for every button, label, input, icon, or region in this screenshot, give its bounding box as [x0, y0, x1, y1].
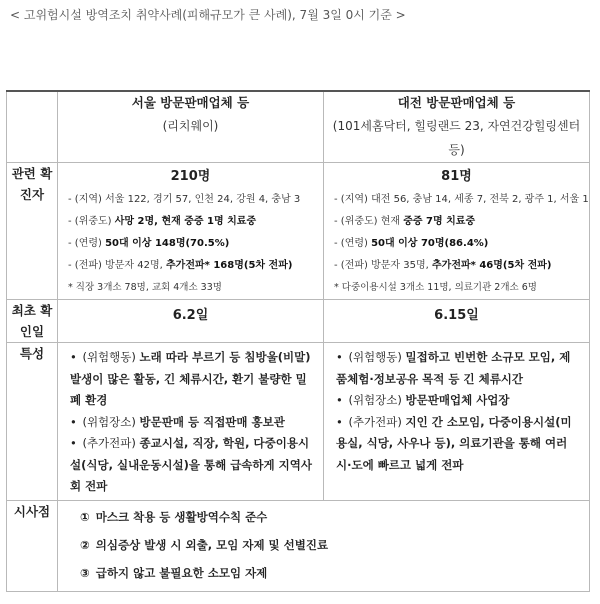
- daejeon-name: 대전 방문판매업체 등: [397, 95, 516, 110]
- circled-number: ③: [80, 565, 90, 580]
- bullet-icon: •: [336, 350, 343, 364]
- label-implications: 시사점: [7, 500, 58, 591]
- daejeon-severity-prefix: - (위중도) 현재: [334, 216, 404, 227]
- daejeon-f3-prefix: (추가전파): [344, 414, 406, 429]
- seoul-f1-text: 노래 따라 부르기 등 침방울(비말) 발생이 많은 활동, 긴 체류시간, 환기 불량한 밀폐 환경: [70, 350, 311, 407]
- implications-cell: [58, 500, 590, 591]
- daejeon-date-cell: [324, 300, 590, 343]
- seoul-sub: (리치웨이): [162, 119, 219, 133]
- daejeon-f1-prefix: (위험행동): [344, 350, 406, 364]
- seoul-age: [58, 233, 323, 255]
- seoul-date-cell: [58, 300, 324, 343]
- seoul-f2-text: 방문판매 등 직접판매 홍보관: [139, 414, 285, 429]
- seoul-feature-place: [70, 412, 315, 434]
- bullet-icon: •: [70, 436, 77, 450]
- label-first-date: 최초 확인일: [7, 300, 58, 343]
- daejeon-confirmed-cell: [324, 163, 590, 300]
- seoul-feature-behavior: [70, 347, 315, 412]
- features-row: [7, 343, 590, 501]
- seoul-total: 210명: [170, 169, 211, 184]
- bullet-icon: •: [70, 350, 77, 364]
- implication-item: [80, 503, 581, 531]
- implication-text: 마스크 착용 등 생활방역수칙 준수: [95, 509, 268, 524]
- seoul-f3-text: 종교시설, 직장, 학원, 다중이용시설(식당, 실내운동시설)을 통해 급속하게 지역사회 전파: [70, 436, 312, 493]
- implications-list: [58, 501, 589, 589]
- table-caption: < 고위험시설 방역조치 취약사례(피해규모가 큰 사례), 7월 3일 0시 기준 >: [10, 8, 406, 22]
- daejeon-f3-text: 지인 간 소모임, 다중이용시설(미용실, 식당, 사우나 등), 의료기관을 통해 여러 시·도에 빠르고 넓게 전파: [336, 414, 572, 472]
- daejeon-features: [324, 343, 589, 478]
- daejeon-f1-text: 밀접하고 빈번한 소규모 모임, 제품체험·정보공유 목적 등 긴 체류시간: [336, 350, 571, 386]
- implication-item: [80, 559, 581, 587]
- corner-cell: [7, 91, 58, 163]
- seoul-severity-prefix: - (위중도): [68, 216, 115, 227]
- seoul-first-date: 6.2일: [172, 308, 209, 323]
- daejeon-severity: [324, 211, 589, 233]
- first-date-row: [7, 300, 590, 343]
- seoul-spread: [58, 255, 323, 277]
- seoul-features: [58, 343, 323, 500]
- seoul-header: [58, 91, 324, 163]
- daejeon-f2-text: 방문판매업체 사업장: [405, 393, 510, 407]
- daejeon-age-prefix: - (연령): [334, 238, 372, 249]
- circled-number: ②: [80, 537, 90, 552]
- seoul-age-prefix: - (연령): [68, 238, 106, 249]
- seoul-spread-prefix: - (전파) 방문자 42명,: [68, 260, 166, 271]
- header-row: [7, 91, 590, 163]
- case-table: [6, 90, 590, 592]
- seoul-spread-value: 추가전파* 168명(5차 전파): [166, 260, 293, 271]
- implication-text: 급하지 않고 불필요한 소모임 자제: [95, 565, 268, 580]
- daejeon-feature-spread: [336, 412, 581, 477]
- daejeon-f2-prefix: (위험장소): [344, 393, 406, 407]
- seoul-confirmed-cell: [58, 163, 324, 300]
- daejeon-region: - (지역) 대전 56, 충남 14, 세종 7, 전북 2, 광주 1, 서울 1: [334, 194, 589, 205]
- label-features: 특성: [7, 343, 58, 501]
- implications-row: [7, 500, 590, 591]
- seoul-age-value: 50대 이상 148명(70.5%): [105, 238, 230, 249]
- seoul-note: * 직장 3개소 78명, 교회 4개소 33명: [68, 282, 222, 293]
- daejeon-age-value: 50대 이상 70명(86.4%): [371, 238, 489, 249]
- seoul-name: 서울 방문판매업체 등: [131, 95, 250, 110]
- seoul-f2-prefix: (위험장소): [78, 414, 140, 429]
- label-confirmed: 관련 확진자: [7, 163, 58, 300]
- implication-text: 의심증상 발생 시 외출, 모임 자제 및 선별진료: [95, 537, 329, 552]
- daejeon-note: * 다중이용시설 3개소 11명, 의료기관 2개소 6명: [334, 282, 537, 293]
- daejeon-feature-place: [336, 390, 581, 412]
- confirmed-row: [7, 163, 590, 300]
- daejeon-spread: [324, 255, 589, 277]
- bullet-icon: •: [336, 414, 343, 429]
- daejeon-header: [324, 91, 590, 163]
- bullet-icon: •: [336, 393, 343, 407]
- daejeon-severity-value: 중증 7명 치료중: [403, 216, 476, 227]
- daejeon-sub: (101세홈닥터, 힐링랜드 23, 자연건강힐링센터 등): [332, 119, 581, 157]
- seoul-feature-spread: [70, 433, 315, 498]
- seoul-f3-prefix: (추가전파): [78, 436, 140, 450]
- bullet-icon: •: [70, 414, 77, 429]
- seoul-severity-value: 사망 2명, 현재 중증 1명 치료중: [114, 216, 257, 227]
- daejeon-first-date: 6.15일: [434, 308, 479, 323]
- daejeon-total: 81명: [441, 169, 472, 184]
- implication-item: [80, 531, 581, 559]
- daejeon-spread-value: 추가전파* 46명(5차 전파): [432, 260, 552, 271]
- daejeon-spread-prefix: - (전파) 방문자 35명,: [334, 260, 432, 271]
- daejeon-feature-behavior: [336, 347, 581, 390]
- seoul-f1-prefix: (위험행동): [78, 350, 140, 364]
- seoul-region: - (지역) 서울 122, 경기 57, 인천 24, 강원 4, 충남 3: [68, 194, 301, 205]
- daejeon-age: [324, 233, 589, 255]
- circled-number: ①: [80, 509, 90, 524]
- seoul-features-cell: [58, 343, 324, 501]
- daejeon-features-cell: [324, 343, 590, 501]
- seoul-severity: [58, 211, 323, 233]
